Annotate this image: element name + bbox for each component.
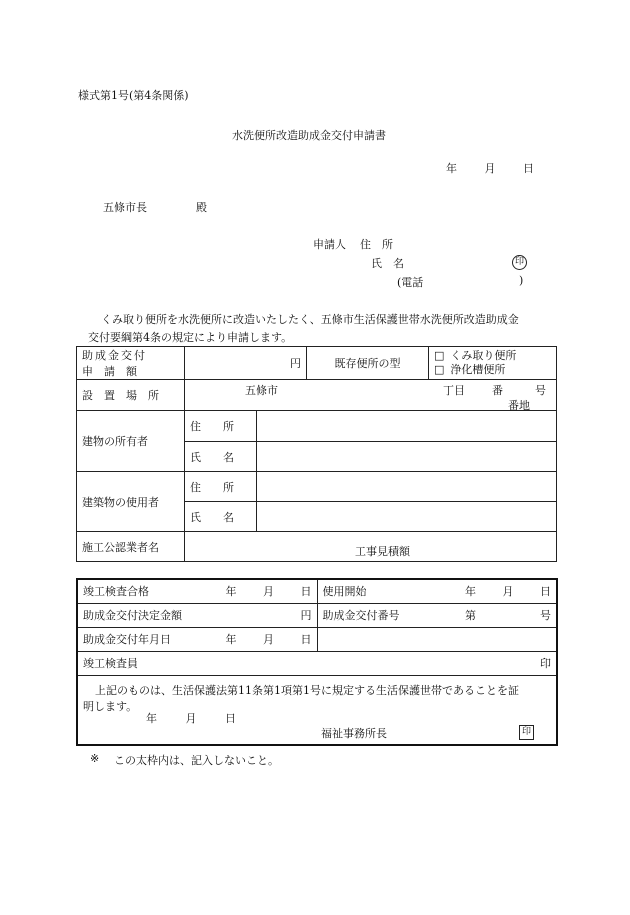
option-kumitori[interactable]: □ くみ取り便所 bbox=[434, 349, 517, 362]
grant-date-cell[interactable]: 助成金交付年月日 年 月 日 bbox=[77, 627, 317, 651]
page-title: 水洗便所改造助成金交付申請書 bbox=[232, 129, 386, 142]
existing-type-options[interactable] bbox=[429, 347, 557, 380]
decided-amount-label: 助成金交付決定金額 bbox=[83, 609, 182, 622]
body-line-1: くみ取り便所を水洗便所に改造いたしたく、五條市生活保護世帯水洗便所改造助成金 bbox=[101, 313, 519, 326]
inspector-cell[interactable] bbox=[77, 651, 557, 675]
addressee-name: 五條市長 bbox=[103, 201, 147, 214]
footnote-mark: ※ bbox=[90, 752, 100, 765]
date-month: 月 bbox=[484, 162, 496, 175]
body-line-2: 交付要綱第4条の規定により申請します。 bbox=[88, 331, 293, 344]
owner-name-cell[interactable] bbox=[257, 442, 557, 472]
office-head-seal: 印 bbox=[519, 724, 534, 740]
checkbox-icon[interactable]: □ bbox=[434, 349, 445, 362]
cert-line-1: 上記のものは、生活保護法第11条第1項第1号に規定する生活保護世帯であることを証 bbox=[95, 683, 519, 697]
decided-amount-cell[interactable]: 助成金交付決定金額 円 bbox=[77, 603, 317, 627]
location-ban: 番 bbox=[492, 384, 503, 397]
cert-date: 年 月 日 bbox=[146, 711, 236, 725]
application-table bbox=[76, 346, 557, 562]
grant-amount-label: 助成金交付 申 請 額 bbox=[77, 347, 185, 380]
use-start-label: 使用開始 bbox=[322, 585, 367, 599]
inspection-pass-label: 竣工検査合格 bbox=[83, 585, 149, 599]
user-address-cell[interactable] bbox=[257, 472, 557, 502]
location-banchi: 番地 bbox=[508, 399, 530, 412]
owner-address-label: 住 所 bbox=[185, 411, 257, 442]
grant-amount-cell[interactable]: 円 bbox=[185, 347, 307, 380]
contractor-label: 施工公認業者名 bbox=[77, 532, 185, 562]
owner-address-cell[interactable] bbox=[257, 411, 557, 442]
addressee-honorific: 殿 bbox=[196, 201, 207, 214]
date-line bbox=[446, 160, 534, 176]
grant-number-cell[interactable]: 助成金交付番号 第 号 bbox=[317, 603, 557, 627]
location-go: 号 bbox=[535, 384, 546, 397]
user-name-label: 氏 名 bbox=[185, 502, 257, 532]
location-city: 五條市 bbox=[245, 384, 278, 397]
user-name-cell[interactable] bbox=[257, 502, 557, 532]
use-start-cell[interactable]: 使用開始 年 月 日 bbox=[317, 579, 557, 603]
applicant-label: 申請人 bbox=[313, 238, 346, 251]
location-cell[interactable] bbox=[185, 380, 557, 411]
applicant-phone-close: ) bbox=[519, 274, 524, 287]
applicant-name-label: 氏 名 bbox=[371, 257, 404, 270]
estimate-label: 工事見積額 bbox=[355, 545, 410, 558]
date-day: 日 bbox=[523, 162, 534, 175]
existing-type-label: 既存便所の型 bbox=[307, 347, 429, 380]
date-year: 年 bbox=[446, 162, 457, 175]
contractor-cell[interactable] bbox=[185, 532, 557, 562]
grant-number-label: 助成金交付番号 bbox=[322, 609, 400, 622]
cert-line-2: 明します。 bbox=[83, 699, 138, 713]
grant-date-label: 助成金交付年月日 bbox=[83, 633, 171, 646]
inspector-label: 竣工検査員 bbox=[83, 657, 138, 670]
applicant-address-label: 住 所 bbox=[360, 238, 393, 251]
user-address-label: 住 所 bbox=[185, 472, 257, 502]
applicant-seal: 印 bbox=[512, 254, 527, 270]
owner-name-label: 氏 名 bbox=[185, 442, 257, 472]
inspector-seal: 印 bbox=[540, 657, 551, 670]
office-head-label: 福祉事務所長 bbox=[321, 726, 387, 740]
option-johkaso[interactable]: □ 浄化槽便所 bbox=[434, 363, 506, 376]
location-label: 設 置 場 所 bbox=[77, 380, 185, 411]
owner-label: 建物の所有者 bbox=[77, 411, 185, 472]
checkbox-icon[interactable]: □ bbox=[434, 363, 445, 376]
footnote-text: この太枠内は、記入しないこと。 bbox=[114, 754, 279, 767]
blank-cell bbox=[317, 627, 557, 651]
applicant-phone-open: (電話 bbox=[397, 276, 424, 289]
user-label: 建築物の使用者 bbox=[77, 472, 185, 532]
certification-cell bbox=[77, 675, 557, 745]
office-use-table bbox=[76, 578, 558, 746]
location-chome: 丁目 bbox=[443, 384, 465, 397]
form-label: 様式第1号(第4条関係) bbox=[78, 89, 189, 102]
inspection-pass-cell[interactable]: 竣工検査合格 年 月 日 bbox=[77, 579, 317, 603]
